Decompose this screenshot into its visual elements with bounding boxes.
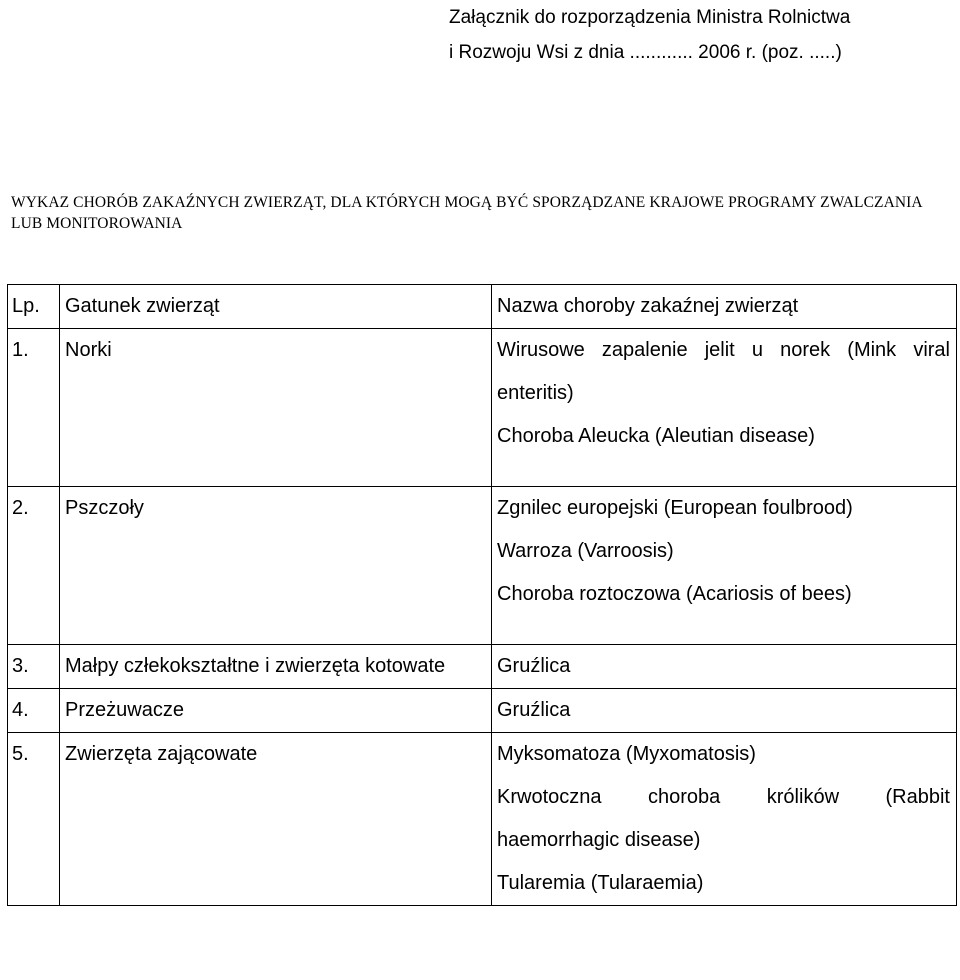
disease-item: Choroba roztoczowa (Acariosis of bees) <box>497 583 852 605</box>
row-diseases <box>492 487 957 645</box>
row-number: 5. <box>8 733 60 906</box>
row-number: 2. <box>8 487 60 645</box>
disease-item: Choroba Aleucka (Aleutian disease) <box>497 425 815 447</box>
annex-line-2: i Rozwoju Wsi z dnia ............ 2006 r. (poz. .....) <box>449 42 842 63</box>
table-row <box>8 733 957 906</box>
disease-item: Krwotoczna choroba królików (Rabbit haemorrhagic disease) <box>497 786 950 851</box>
disease-item: Gruźlica <box>497 655 571 677</box>
header-species: Gatunek zwierząt <box>60 285 492 329</box>
row-number: 1. <box>8 329 60 487</box>
row-number: 4. <box>8 689 60 733</box>
disease-item: Warroza (Varroosis) <box>497 540 674 562</box>
disease-item: Wirusowe zapalenie jelit u norek (Mink viral enteritis) <box>497 339 950 404</box>
row-diseases <box>492 733 957 906</box>
table-row <box>8 689 957 733</box>
row-species: Małpy człekokształtne i zwierzęta kotowate <box>60 645 492 689</box>
table-row <box>8 329 957 487</box>
row-diseases <box>492 645 957 689</box>
row-species: Pszczoły <box>60 487 492 645</box>
annex-line-1: Załącznik do rozporządzenia Ministra Rolnictwa <box>449 7 851 28</box>
disease-item: Myksomatoza (Myxomatosis) <box>497 743 756 765</box>
table-row <box>8 645 957 689</box>
row-species: Zwierzęta zającowate <box>60 733 492 906</box>
disease-item: Tularemia (Tularaemia) <box>497 872 704 894</box>
table-header-row <box>8 285 957 329</box>
row-species: Przeżuwacze <box>60 689 492 733</box>
diseases-table <box>7 284 957 906</box>
annex-header <box>449 0 850 70</box>
row-species: Norki <box>60 329 492 487</box>
row-diseases <box>492 689 957 733</box>
table-row <box>8 487 957 645</box>
disease-item: Zgnilec europejski (European foulbrood) <box>497 497 853 519</box>
row-diseases <box>492 329 957 487</box>
row-number: 3. <box>8 645 60 689</box>
document-title: WYKAZ CHORÓB ZAKAŹNYCH ZWIERZĄT, DLA KTÓRYCH MOGĄ BYĆ SPORZĄDZANE KRAJOWE PROGRAMY ZWALCZANIA LUB MONITOROWANIA <box>11 194 922 232</box>
header-disease: Nazwa choroby zakaźnej zwierząt <box>492 285 957 329</box>
disease-item: Gruźlica <box>497 699 571 721</box>
header-number: Lp. <box>8 285 60 329</box>
